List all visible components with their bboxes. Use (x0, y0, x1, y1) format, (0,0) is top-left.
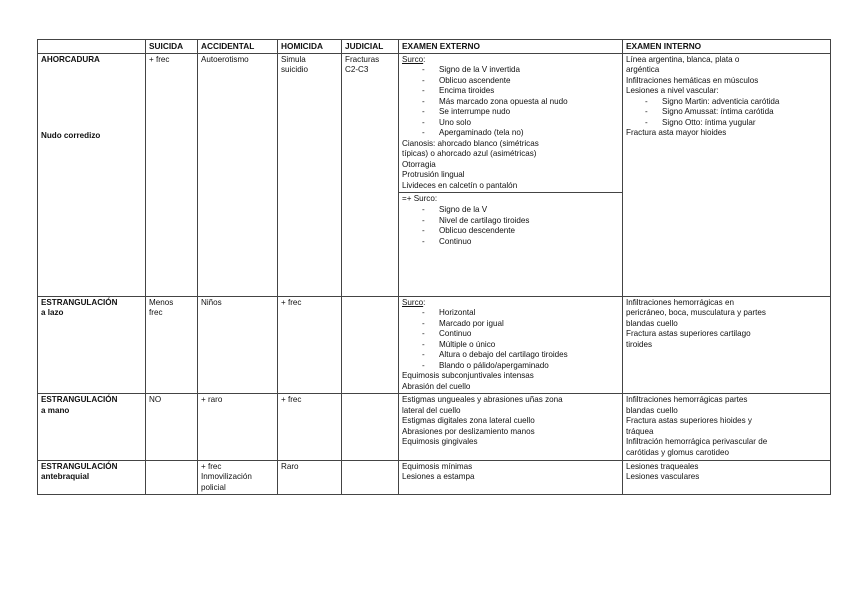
mano-examen-externo (399, 394, 623, 460)
list-item: - Continuo (402, 329, 619, 340)
antebraquial-suicida (146, 460, 198, 495)
header-judicial: JUDICIAL (342, 40, 399, 54)
text-line: tráquea (626, 426, 654, 436)
header-blank (38, 40, 146, 54)
lazo-homicida: + frec (278, 296, 342, 394)
ahorcadura-suicida: + frec (146, 53, 198, 296)
lazo-suicida (146, 296, 198, 394)
header-homicida: HOMICIDA (278, 40, 342, 54)
text-line: Livideces en calcetín o pantalón (402, 180, 518, 190)
list-item: - Apergaminado (tela no) (402, 128, 619, 139)
antebraquial-examen-interno (623, 460, 831, 495)
antebraquial-homicida: Raro (278, 460, 342, 495)
row-label-mano (38, 394, 146, 460)
text-line: Equimosis subconjuntivales intensas (402, 371, 534, 381)
label-nudo-corredizo: Nudo corredizo (41, 131, 101, 141)
cell-line: policial (201, 482, 226, 492)
text-line: Abrasiones por deslizamiento manos (402, 426, 535, 436)
list-item: - Oblicuo ascendente (402, 76, 619, 87)
label-line: a lazo (41, 308, 64, 318)
lazo-judicial (342, 296, 399, 394)
text-line: lateral del cuello (402, 405, 461, 415)
list-item: - Se interrumpe nudo (402, 107, 619, 118)
cell-line: suicidio (281, 65, 308, 75)
text-line: Equimosis mínimas (402, 461, 473, 471)
header-examen-interno: EXAMEN INTERNO (623, 40, 831, 54)
list-item: - Más marcado zona opuesta al nudo (402, 97, 619, 108)
mano-judicial (342, 394, 399, 460)
list-item: - Nivel de cartilago tiroides (402, 216, 619, 227)
text-line: Lesiones a nivel vascular: (626, 86, 719, 96)
surco-list (402, 308, 619, 371)
text-line: Fractura astas superiores cartilago (626, 329, 751, 339)
list-item: - Signo Amussat: íntima carótida (626, 107, 827, 118)
cell-line: Inmovilización (201, 472, 252, 482)
label-line: ESTRANGULACIÓN (41, 395, 118, 405)
ahorcadura-examen-externo (399, 53, 623, 296)
surco-label: Surco (402, 54, 424, 64)
nudo-surco-list (402, 205, 619, 247)
cell-line: Fracturas (345, 54, 380, 64)
text-line: Equimosis gingivales (402, 437, 478, 447)
text-line: Infiltraciones hemorrágicas partes (626, 395, 748, 405)
mano-examen-interno (623, 394, 831, 460)
list-item: - Signo Martin: adventicia carótida (626, 97, 827, 108)
text-line: Infiltraciones hemorrágicas en (626, 297, 734, 307)
lazo-examen-interno (623, 296, 831, 394)
text-line: blandas cuello (626, 318, 678, 328)
text-line: Estigmas ungueales y abrasiones uñas zona (402, 395, 563, 405)
text-line: Estigmas digitales zona lateral cuello (402, 416, 535, 426)
row-label-antebraquial (38, 460, 146, 495)
header-row (38, 40, 831, 54)
header-suicida: SUICIDA (146, 40, 198, 54)
label-ahorcadura: AHORCADURA (41, 54, 100, 64)
antebraquial-judicial (342, 460, 399, 495)
list-item: - Signo de la V invertida (402, 65, 619, 76)
row-ahorcadura (38, 53, 831, 296)
mano-suicida: NO (146, 394, 198, 460)
ahorcadura-homicida (278, 53, 342, 296)
list-item: - Altura o debajo del cartilago tiroides (402, 350, 619, 361)
row-estrangulacion-mano (38, 394, 831, 460)
row-estrangulacion-lazo (38, 296, 831, 394)
lazo-examen-externo (399, 296, 623, 394)
row-label-ahorcadura (38, 53, 146, 296)
text-line: pericráneo, boca, musculatura y partes (626, 308, 766, 318)
cell-line: Simula (281, 54, 306, 64)
surco-list (402, 65, 619, 139)
text-line: Línea argentina, blanca, plata o (626, 54, 740, 64)
text-line: Otorragia (402, 159, 436, 169)
nudo-corredizo-section (399, 192, 622, 247)
text-line: Infiltración hemorrágica perivascular de (626, 437, 768, 447)
list-item: - Múltiple o único (402, 340, 619, 351)
list-item: - Uno solo (402, 118, 619, 129)
text-line: Fractura astas superiores hioides y (626, 416, 752, 426)
text-line: Fractura asta mayor hioides (626, 128, 727, 138)
forensic-table (37, 39, 831, 495)
text-line: carótidas y glomus carotideo (626, 448, 730, 457)
list-item: - Encima tiroides (402, 86, 619, 97)
header-accidental: ACCIDENTAL (198, 40, 278, 54)
list-item: - Marcado por igual (402, 319, 619, 330)
label-line: ESTRANGULACIÓN (41, 297, 118, 307)
list-item: - Blando o pálido/apergaminado (402, 361, 619, 372)
list-item: - Signo Otto: íntima yugular (626, 118, 827, 129)
list-item: - Horizontal (402, 308, 619, 319)
lazo-accidental: Niños (198, 296, 278, 394)
mano-accidental: + raro (198, 394, 278, 460)
nudo-surco-heading: =+ Surco: (402, 194, 438, 204)
text-line: blandas cuello (626, 405, 678, 415)
list-item: - Signo de la V (402, 205, 619, 216)
list-item: - Continuo (402, 237, 619, 248)
cell-line: Menos (149, 297, 174, 307)
surco-label: Surco (402, 297, 424, 307)
cell-line: frec (149, 308, 163, 318)
text-line: argéntica (626, 65, 660, 75)
surco-heading: Surco: (402, 54, 426, 64)
text-line: típicas) o ahorcado azul (asimétricas) (402, 149, 537, 159)
list-item: - Oblicuo descendente (402, 226, 619, 237)
text-line: Lesiones a estampa (402, 472, 475, 482)
header-examen-externo: EXAMEN EXTERNO (399, 40, 623, 54)
surco-heading: Surco: (402, 297, 426, 307)
label-line: a mano (41, 405, 70, 415)
vascular-list (626, 97, 827, 129)
antebraquial-accidental (198, 460, 278, 495)
text-line: Lesiones traqueales (626, 461, 699, 471)
text-line: Lesiones vasculares (626, 472, 700, 482)
ahorcadura-accidental: Autoerotismo (198, 53, 278, 296)
text-line: tiroides (626, 339, 653, 349)
label-line: antebraquial (41, 472, 90, 482)
text-line: Abrasión del cuello (402, 381, 471, 391)
text-line: Cianosis: ahorcado blanco (simétricas (402, 138, 539, 148)
label-line: ESTRANGULACIÓN (41, 461, 118, 471)
row-estrangulacion-antebraquial (38, 460, 831, 495)
ahorcadura-judicial (342, 53, 399, 296)
mano-homicida: + frec (278, 394, 342, 460)
cell-line: C2-C3 (345, 65, 369, 75)
text-line: Infiltraciones hemáticas en músculos (626, 75, 759, 85)
text-line: Protrusión lingual (402, 170, 465, 180)
ahorcadura-examen-interno (623, 53, 831, 296)
cell-line: + frec (201, 461, 222, 471)
antebraquial-examen-externo (399, 460, 623, 495)
row-label-lazo (38, 296, 146, 394)
